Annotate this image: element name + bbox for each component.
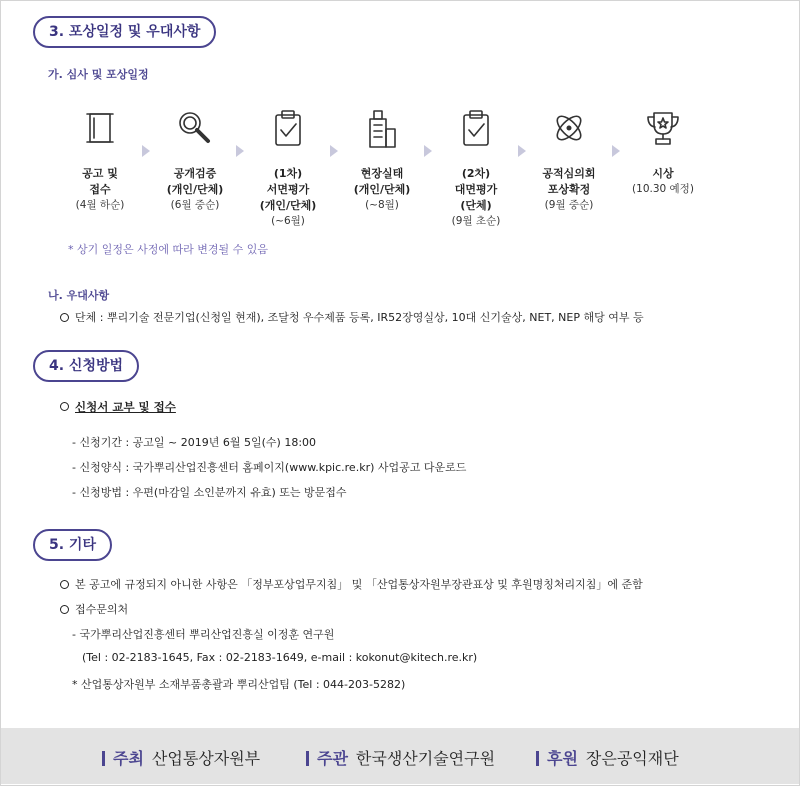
footer-organizer (306, 746, 495, 769)
step-arrow-icon (330, 145, 338, 157)
document-icon (55, 100, 145, 156)
section3-title: 3. 포상일정 및 우대사항 (33, 16, 216, 48)
footer-organizer-org: 한국생산기술연구원 (355, 749, 496, 768)
schedule-step-title: 공고 및 접수 (82, 167, 118, 196)
apply-line-form: - 신청양식 : 국가뿌리산업진흥센터 홈페이지(www.kpic.re.kr) 사업공고 다운로드 (72, 461, 467, 474)
footer-sponsor (536, 746, 679, 769)
clipboard-check-icon (431, 100, 521, 156)
schedule-step (524, 100, 614, 213)
footer-bar (1, 728, 799, 784)
schedule-step-title: 현장실태 (개인/단체) (353, 167, 411, 196)
etc-contact-details: (Tel : 02-2183-1645, Fax : 02-2183-1649, e-mail : kokonut@kitech.re.kr) (82, 651, 478, 664)
schedule-step-title: (1차) 서면평가 (개인/단체) (259, 167, 317, 212)
etc-ministry-contact: * 산업통상자원부 소재부품총괄과 뿌리산업팀 (Tel : 044-203-5282) (72, 678, 406, 691)
etc-rules-text: 본 공고에 규정되지 아니한 사항은 「정부포상업무지침」 및 「산업통상자원부장관표상 및 후원명칭처리지침」에 준함 (75, 578, 643, 591)
schedule-step-date: (~6월) (271, 215, 305, 227)
schedule-step (337, 100, 427, 213)
bullet-icon (60, 605, 69, 614)
section3-sub-a: 가. 심사 및 포상일정 (48, 68, 149, 81)
schedule-note: * 상기 일정은 사정에 따라 변경될 수 있음 (68, 243, 268, 256)
step-arrow-icon (424, 145, 432, 157)
schedule-step-date: (6월 중순) (170, 199, 220, 211)
section4-title: 4. 신청방법 (33, 350, 139, 382)
schedule-step-date: (9월 초순) (451, 215, 501, 227)
trophy-icon (618, 100, 708, 156)
schedule-step (243, 100, 333, 229)
schedule-step-title: 공적심의회 포상확정 (542, 167, 596, 196)
etc-contact-text: 접수문의처 (75, 603, 129, 616)
apply-line-method: - 신청방법 : 우편(마감일 소인분까지 유효) 또는 방문접수 (72, 486, 347, 499)
schedule-step-title: (2차) 대면평가 (단체) (454, 167, 498, 212)
step-arrow-icon (612, 145, 620, 157)
schedule-step-date: (4월 하순) (75, 199, 125, 211)
magnifier-icon (150, 100, 240, 156)
schedule-step-date: (10.30 예정) (632, 183, 694, 195)
clipboard-check-icon (243, 100, 333, 156)
footer-host-org: 산업통상자원부 (151, 749, 261, 768)
step-arrow-icon (518, 145, 526, 157)
footer-host (102, 746, 260, 769)
etc-line-contact (60, 601, 128, 617)
step-arrow-icon (236, 145, 244, 157)
preference-line (60, 309, 644, 325)
apply-heading (60, 399, 176, 415)
etc-contact-person: - 국가뿌리산업진흥센터 뿌리산업진흥실 이정훈 연구원 (72, 628, 335, 641)
atom-icon (524, 100, 614, 156)
section3-sub-b: 나. 우대사항 (48, 289, 110, 302)
bullet-icon (60, 313, 69, 322)
preference-text: 단체 : 뿌리기술 전문기업(신청일 현재), 조달청 우수제품 등록, IR52장영실상, 10대 신기술상, NET, NEP 해당 여부 등 (75, 311, 644, 324)
step-arrow-icon (142, 145, 150, 157)
footer-bar-marker (536, 751, 539, 766)
schedule-step (431, 100, 521, 229)
footer-host-label: 주최 (113, 749, 144, 768)
bullet-icon (60, 580, 69, 589)
footer-bar-marker (306, 751, 309, 766)
apply-heading-text: 신청서 교부 및 접수 (75, 400, 176, 414)
etc-line-rules (60, 576, 643, 592)
footer-bar-marker (102, 751, 105, 766)
bullet-icon (60, 402, 69, 411)
schedule-step-title: 시상 (652, 167, 674, 180)
footer-organizer-label: 주관 (317, 749, 348, 768)
schedule-step (55, 100, 145, 213)
footer-sponsor-label: 후원 (547, 749, 578, 768)
schedule-step (150, 100, 240, 213)
apply-line-period: - 신청기간 : 공고일 ~ 2019년 6월 5일(수) 18:00 (72, 436, 317, 449)
schedule-step-title: 공개검증 (개인/단체) (166, 167, 224, 196)
schedule-step-date: (~8월) (365, 199, 399, 211)
schedule-step-date: (9월 중순) (544, 199, 594, 211)
footer-sponsor-org: 장은공익재단 (585, 749, 679, 768)
schedule-step (618, 100, 708, 197)
section5-title: 5. 기타 (33, 529, 112, 561)
building-icon (337, 100, 427, 156)
